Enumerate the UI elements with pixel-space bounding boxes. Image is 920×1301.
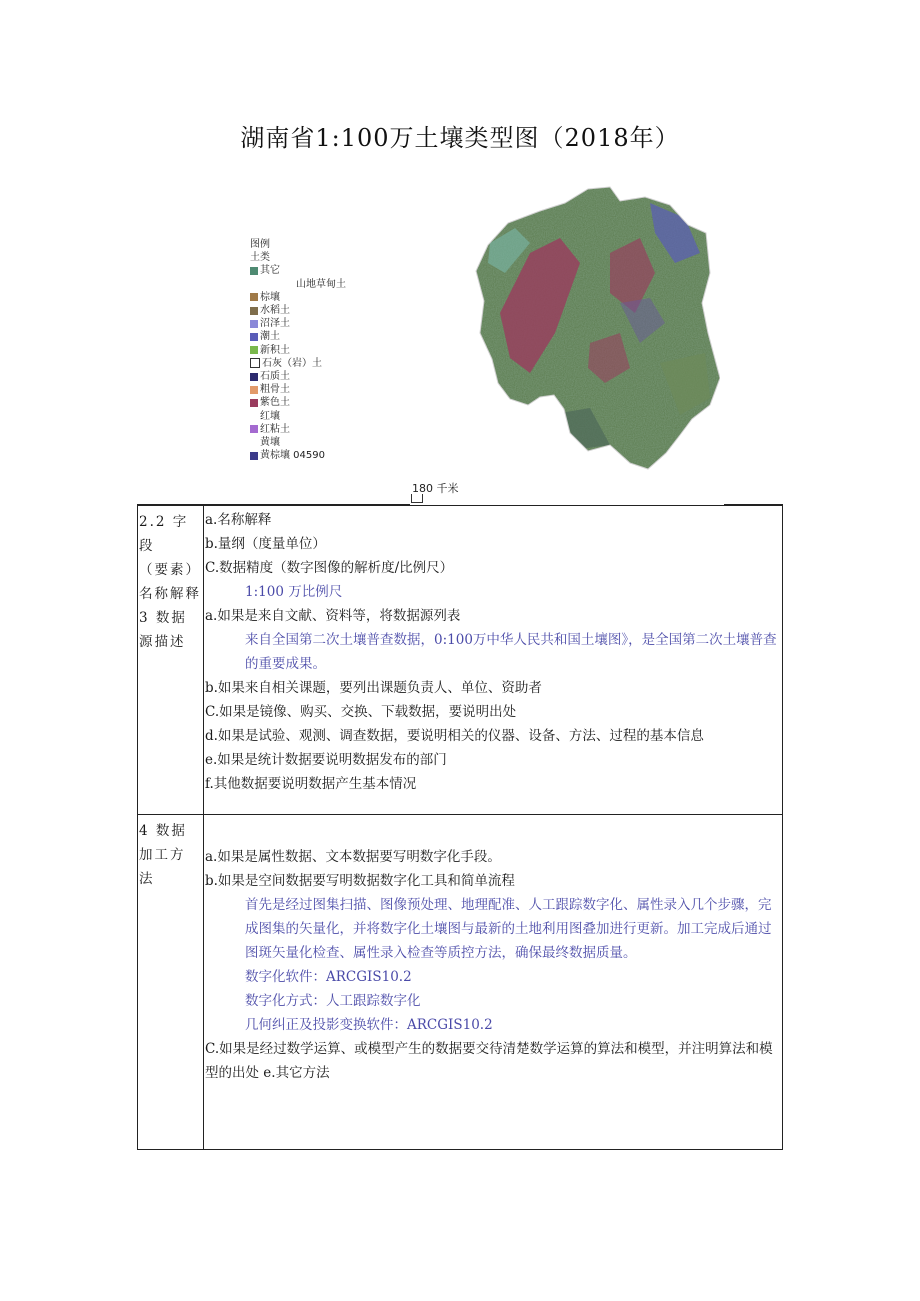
legend-label: 红壤: [260, 410, 280, 422]
legend-item: [250, 264, 346, 277]
row2-line: 几何纠正及投影变换软件：ARCGIS10.2: [245, 1017, 493, 1033]
row1-line: 1:100 万比例尺: [245, 584, 343, 600]
row2-content-cell: [204, 815, 783, 1150]
table-row: [138, 815, 783, 1150]
row2-line: 首先是经过图集扫描、图像预处理、地理配准、人工跟踪数字化、属性录入几个步骤，完成图集的矢量化，并将数字化土壤图与最新的土地利用图叠加进行更新。加工完成后通过图斑矢量化检查、属性录入检查等质控方法，确保最终数据质量。: [245, 897, 772, 961]
page-title: 湖南省1:100万土壤类型图（2018年）: [240, 124, 680, 152]
row1-line: a.名称解释: [205, 512, 272, 528]
legend-swatch: [286, 280, 294, 288]
legend-item: [250, 357, 346, 370]
row2-line: 数字化软件：ARCGIS10.2: [245, 969, 412, 985]
legend-label: 石灰（岩）土: [262, 357, 322, 369]
row1-line: b.量纲（度量单位）: [205, 536, 326, 552]
legend-label: 新积土: [260, 344, 290, 356]
legend-heading: 图例: [250, 239, 270, 250]
map-scale-bar: [411, 494, 423, 503]
row1-label-line: 3 数据: [139, 610, 187, 626]
row1-line: C.数据精度（数字图像的解析度/比例尺）: [205, 560, 454, 576]
legend-item: [250, 317, 346, 330]
legend-swatch: [250, 320, 258, 328]
row1-line: b.如果来自相关课题，要列出课题负责人、单位、资助者: [205, 680, 542, 696]
legend-item: [250, 344, 346, 357]
legend-label: 潮土: [260, 331, 280, 343]
legend-swatch: [250, 293, 258, 301]
legend-swatch: [250, 358, 260, 368]
row1-label-cell: [138, 506, 204, 815]
legend-item: [250, 370, 346, 383]
row2-line: 数字化方式：人工跟踪数字化: [245, 993, 421, 1009]
soil-map-image: [470, 183, 720, 483]
legend-swatch: [250, 452, 258, 460]
legend-item: [250, 423, 346, 436]
legend-item: [250, 330, 346, 343]
row2-line: a.如果是属性数据、文本数据要写明数字化手段。: [205, 849, 501, 865]
legend-label: 棕壤: [260, 291, 280, 303]
legend-item: [250, 410, 346, 423]
legend-item: [250, 396, 346, 409]
row1-line: f.其他数据要说明数据产生基本情况: [205, 776, 417, 792]
legend-swatch: [250, 425, 258, 433]
row1-label-line: 名称解释: [139, 586, 201, 602]
row1-line: C.如果是镜像、购买、交换、下载数据，要说明出处: [205, 704, 517, 720]
row1-line: e.如果是统计数据要说明数据发布的部门: [205, 752, 447, 768]
row1-content-cell: [204, 506, 783, 815]
legend-swatch: [250, 439, 258, 447]
table-row: [138, 506, 783, 815]
row2-label-line: 法: [139, 871, 155, 887]
legend-item: [250, 291, 346, 304]
legend-label: 石质土: [260, 371, 290, 383]
legend-subheading: 土类: [250, 252, 270, 264]
row2-line: b.如果是空间数据要写明数据数字化工具和简单流程: [205, 873, 515, 889]
row1-label-line: 源描述: [139, 634, 186, 650]
legend-label: 红粘土: [260, 423, 290, 435]
legend-label: 沼泽土: [260, 318, 290, 330]
legend-swatch: [250, 399, 258, 407]
row2-line: C.如果是经过数学运算、或模型产生的数据要交待清楚数学运算的算法和模型，并注明算法和模型的出处 e.其它方法: [205, 1041, 773, 1081]
legend-label: 黄棕壤 04590: [260, 450, 325, 462]
legend-label: 水稻土: [260, 305, 290, 317]
row2-label-line: 4 数据: [139, 823, 187, 839]
legend-item: [250, 383, 346, 396]
legend-swatch: [250, 412, 258, 420]
legend-label: 紫色土: [260, 397, 290, 409]
legend-swatch: [250, 307, 258, 315]
legend-swatch: [250, 386, 258, 394]
map-scale-label: 180 千米: [412, 482, 459, 495]
map-legend: [250, 238, 346, 462]
legend-label: 黄壤: [260, 437, 280, 449]
legend-swatch: [250, 267, 258, 275]
legend-label: 粗骨土: [260, 384, 290, 396]
metadata-table: [137, 505, 783, 1150]
legend-label: 其它: [260, 265, 280, 277]
row1-label-line: （要素）: [139, 562, 201, 578]
legend-label: 山地草甸土: [296, 278, 346, 290]
legend-swatch: [250, 333, 258, 341]
legend-item: [250, 278, 346, 291]
row1-label-line: 2.2 字段: [139, 514, 189, 554]
legend-items: [250, 264, 346, 462]
legend-swatch: [250, 346, 258, 354]
row1-line: 来自全国第二次土壤普查数据，0:100万中华人民共和国土壤图》，是全国第二次土壤普查的重要成果。: [245, 632, 777, 672]
legend-item: [250, 436, 346, 449]
legend-item: [250, 449, 346, 462]
row2-label-cell: [138, 815, 204, 1150]
row1-line: a.如果是来自文献、资料等，将数据源列表: [205, 608, 461, 624]
row2-label-line: 加工方: [139, 847, 186, 863]
legend-item: [250, 304, 346, 317]
row1-line: d.如果是试验、观测、调查数据，要说明相关的仪器、设备、方法、过程的基本信息: [205, 728, 704, 744]
legend-swatch: [250, 373, 258, 381]
